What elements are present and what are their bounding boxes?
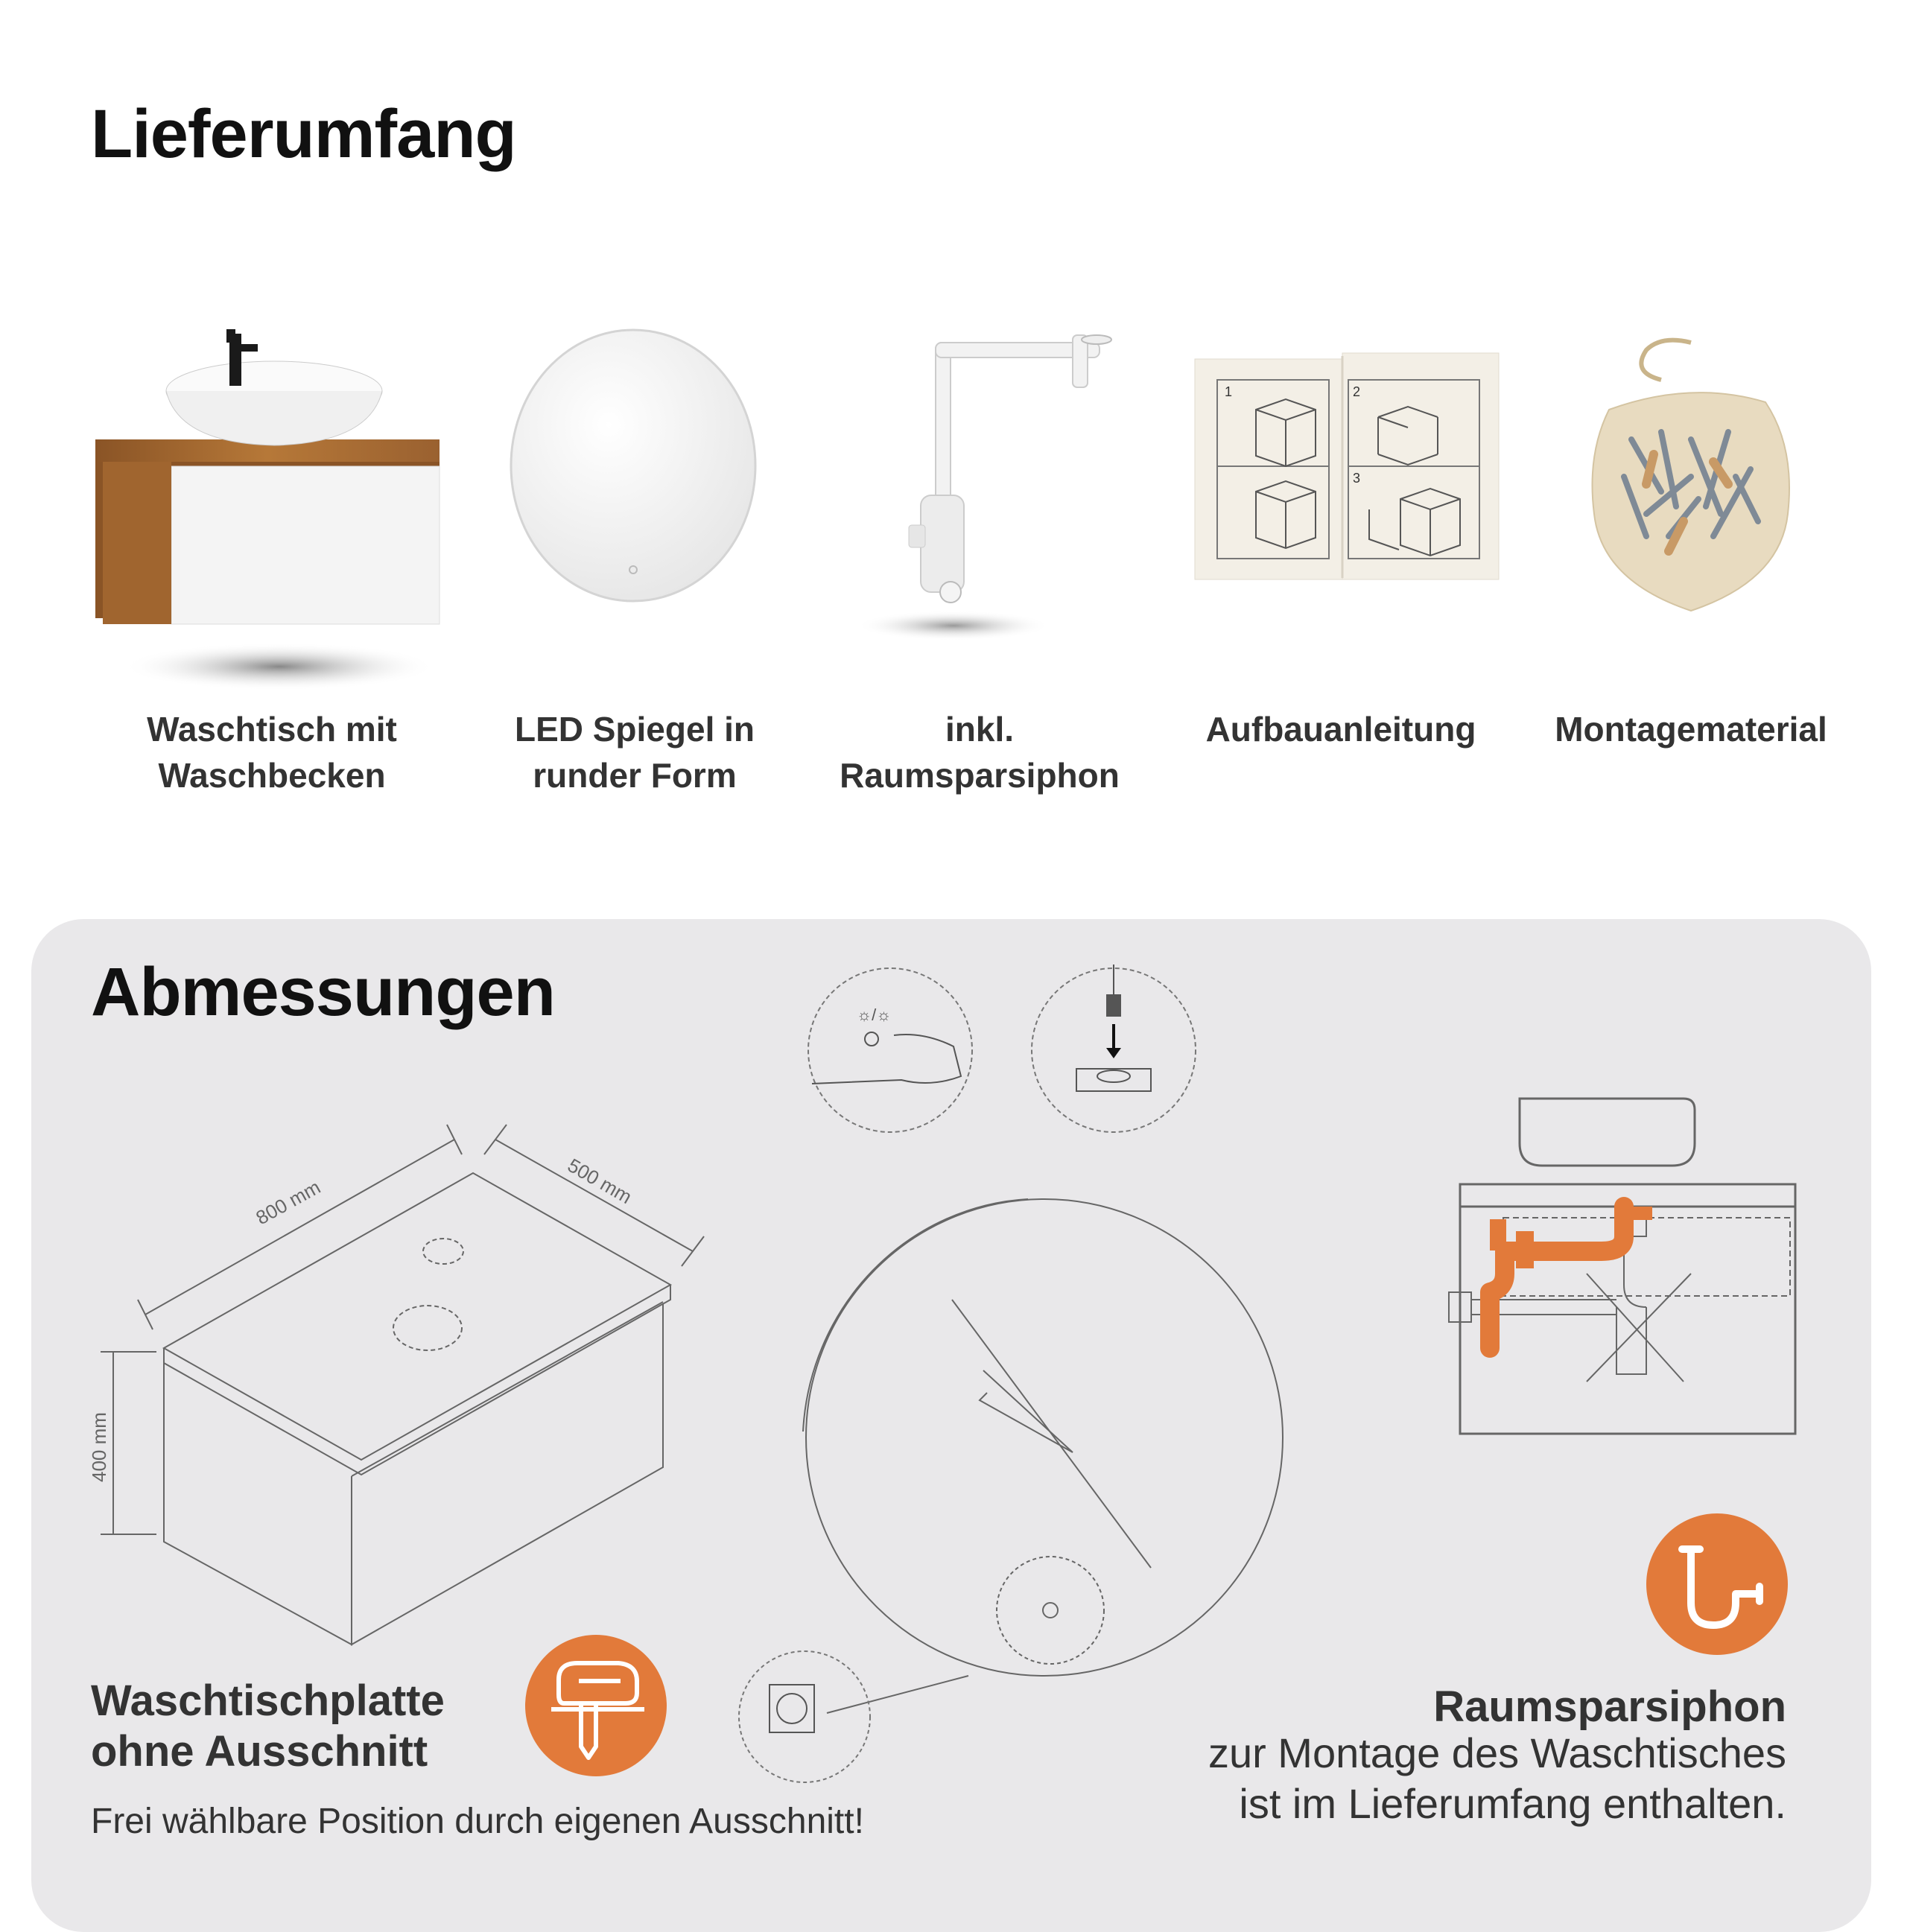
light-toggle-symbol: ☼/☼ xyxy=(857,1005,892,1024)
item-label-manual: Aufbauanleitung xyxy=(1205,710,1476,749)
cabinet-dimension-drawing xyxy=(74,1110,715,1646)
touch-sensor-detail xyxy=(805,965,976,1136)
delivery-title: Lieferumfang xyxy=(91,96,516,172)
countertop-title: Waschtischplatte ohne Ausschnitt xyxy=(91,1677,445,1776)
width-dimension-label: 800 mm xyxy=(252,1175,325,1230)
siphon-text: zur Montage des Waschtisches ist im Lieferumfang enthalten. xyxy=(1208,1729,1786,1827)
power-plug-detail xyxy=(1028,965,1199,1136)
depth-dimension-label: 500 mm xyxy=(564,1154,636,1209)
item-label-mounting: Montagematerial xyxy=(1555,710,1827,749)
manual-step-1: 1 xyxy=(1225,384,1233,399)
item-label-vanity: Waschtisch mit Waschbecken xyxy=(147,710,397,795)
assembly-manual-image xyxy=(1192,350,1505,588)
dimensions-title: Abmessungen xyxy=(91,954,555,1030)
siphon-icon xyxy=(1646,1513,1788,1655)
siphon-installation-drawing xyxy=(1445,1091,1803,1449)
space-saving-siphon-image xyxy=(857,328,1125,655)
countertop-subtitle: Frei wählbare Position durch eigenen Ausschnitt! xyxy=(91,1802,864,1841)
mounting-material-image xyxy=(1579,328,1803,618)
manual-step-3: 3 xyxy=(1353,471,1361,486)
round-led-mirror-image xyxy=(499,324,767,607)
height-dimension-label: 400 mm xyxy=(88,1412,110,1482)
siphon-title: Raumsparsiphon xyxy=(1433,1682,1786,1731)
jigsaw-icon xyxy=(525,1635,667,1776)
wall-outlet-detail xyxy=(734,1646,875,1788)
item-label-mirror: LED Spiegel in runder Form xyxy=(514,710,755,795)
vanity-with-basin-image xyxy=(89,320,447,708)
item-label-siphon: inkl. Raumsparsiphon xyxy=(840,710,1120,795)
manual-step-2: 2 xyxy=(1353,384,1361,399)
